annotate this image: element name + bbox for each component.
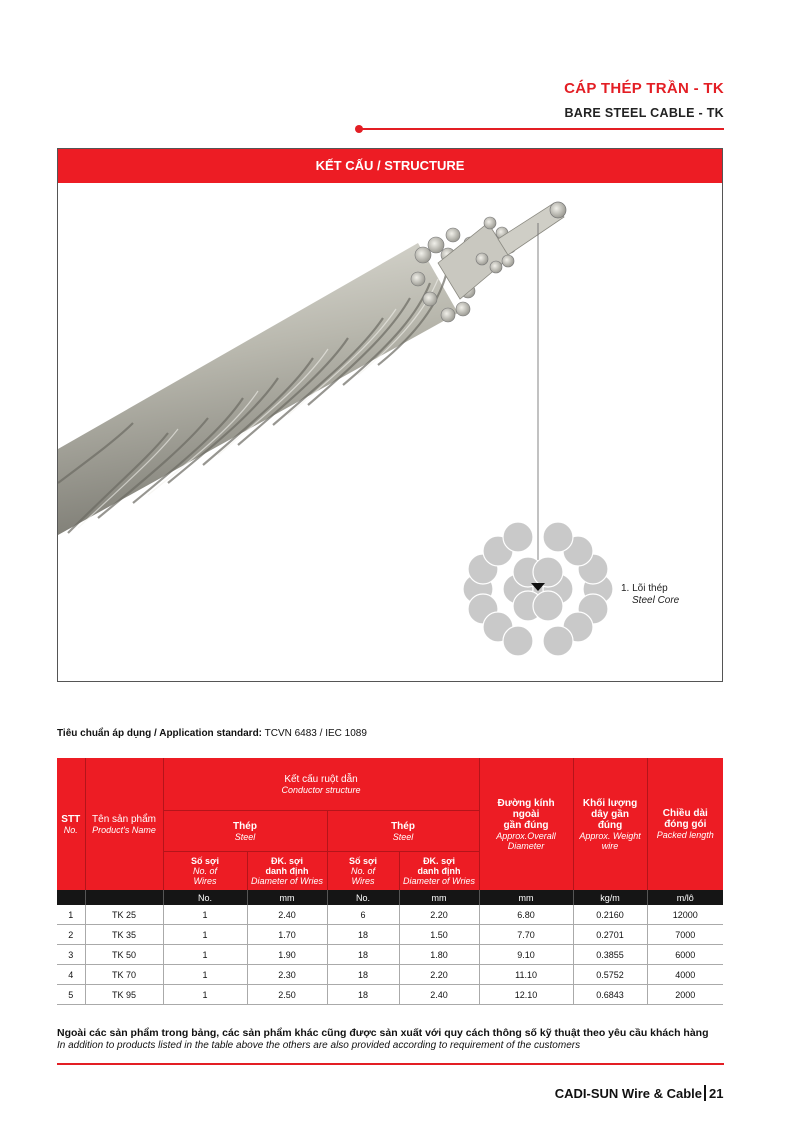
cell-product: TK 35 [85, 925, 163, 945]
cell-weight: 0.3855 [573, 945, 647, 965]
cell-diameter-2: 1.80 [399, 945, 479, 965]
note-vn: Ngoài các sản phẩm trong bảng, các sản phẩm khác cũng được sản xuất với quy cách thông số kỹ thuật theo yêu cầu khách hàng [57, 1027, 709, 1039]
header-subtitle: BARE STEEL CABLE - TK [564, 106, 724, 120]
unit-cell: No. [163, 890, 247, 905]
cell-product: TK 25 [85, 905, 163, 925]
cell-diameter-2: 2.20 [399, 965, 479, 985]
cell-overall-diameter: 7.70 [479, 925, 573, 945]
header-product-name: Tên sản phẩm Product's Name [85, 758, 163, 890]
header-diameter-1: ĐK. sợi danh định Diameter of Wries [247, 852, 327, 891]
unit-cell: No. [327, 890, 399, 905]
header-steel-2: Thép Steel [327, 811, 479, 852]
cell-overall-diameter: 11.10 [479, 965, 573, 985]
table-row [57, 945, 723, 965]
cell-stt: 1 [57, 905, 85, 925]
cell-overall-diameter: 6.80 [479, 905, 573, 925]
cell-diameter-1: 1.70 [247, 925, 327, 945]
header-wires-2: Số sợi No. of Wires [327, 852, 399, 891]
table-row [57, 905, 723, 925]
cell-length: 12000 [647, 905, 723, 925]
header-title: CÁP THÉP TRẦN - TK [564, 80, 724, 97]
cell-weight: 0.6843 [573, 985, 647, 1005]
spec-table [57, 758, 723, 1005]
unit-cell [85, 890, 163, 905]
cell-length: 6000 [647, 945, 723, 965]
standard-label: Tiêu chuẩn áp dụng / Application standard: [57, 728, 263, 739]
cell-diameter-2: 2.40 [399, 985, 479, 1005]
standard-value: TCVN 6483 / IEC 1089 [264, 728, 367, 739]
core-label [621, 583, 679, 607]
unit-cell: mm [479, 890, 573, 905]
cell-overall-diameter: 9.10 [479, 945, 573, 965]
unit-cell: m/lô [647, 890, 723, 905]
cell-wires-1: 1 [163, 925, 247, 945]
header-packed-length: Chiều dài đóng gói Packed length [647, 758, 723, 890]
table-row [57, 925, 723, 945]
core-label-en: Steel Core [632, 595, 680, 606]
unit-cell: kg/m [573, 890, 647, 905]
footer-separator [704, 1085, 706, 1101]
application-standard [57, 728, 367, 739]
header-divider [362, 128, 724, 130]
cell-stt: 4 [57, 965, 85, 985]
footer-divider [57, 1063, 724, 1065]
header-wires-1: Số sợi No. of Wires [163, 852, 247, 891]
cell-weight: 0.2160 [573, 905, 647, 925]
unit-cell: mm [247, 890, 327, 905]
cell-wires-2: 18 [327, 965, 399, 985]
cell-product: TK 70 [85, 965, 163, 985]
cell-weight: 0.5752 [573, 965, 647, 985]
units-row [57, 890, 723, 905]
cell-diameter-2: 2.20 [399, 905, 479, 925]
cell-diameter-1: 2.50 [247, 985, 327, 1005]
cell-diameter-1: 2.30 [247, 965, 327, 985]
cell-wires-1: 1 [163, 945, 247, 965]
header-steel-1: Thép Steel [163, 811, 327, 852]
header-stt: STT No. [61, 813, 81, 835]
cell-wires-2: 18 [327, 945, 399, 965]
cell-product: TK 95 [85, 985, 163, 1005]
cell-product: TK 50 [85, 945, 163, 965]
note-en: In addition to products listed in the table above the others are also provided according to requirement of the customers [57, 1040, 581, 1051]
cell-wires-1: 1 [163, 985, 247, 1005]
structure-title-bar: KẾT CẤU / STRUCTURE [58, 149, 722, 183]
header-overall-diameter: Đường kính ngoài gần đúng Approx.Overall Diameter [479, 758, 573, 890]
cell-wires-1: 1 [163, 905, 247, 925]
cell-wires-2: 18 [327, 985, 399, 1005]
unit-cell: mm [399, 890, 479, 905]
header-diameter-2: ĐK. sợi danh định Diameter of Wries [399, 852, 479, 891]
cell-wires-2: 6 [327, 905, 399, 925]
core-label-vn: 1. Lõi thép [621, 583, 668, 594]
cell-length: 2000 [647, 985, 723, 1005]
table-row [57, 965, 723, 985]
page-number: 21 [709, 1086, 724, 1101]
cell-wires-2: 18 [327, 925, 399, 945]
cell-stt: 5 [57, 985, 85, 1005]
cell-weight: 0.2701 [573, 925, 647, 945]
cell-diameter-1: 2.40 [247, 905, 327, 925]
unit-cell [57, 890, 85, 905]
table-row [57, 985, 723, 1005]
structure-panel [57, 148, 723, 682]
header-conductor-structure: Kết cấu ruột dẫn Conductor structure [163, 758, 479, 811]
cell-stt: 3 [57, 945, 85, 965]
header-approx-weight: Khối lượng dây gần đúng Approx. Weight wire [573, 758, 647, 890]
cell-length: 4000 [647, 965, 723, 985]
cell-diameter-1: 1.90 [247, 945, 327, 965]
cell-wires-1: 1 [163, 965, 247, 985]
cell-overall-diameter: 12.10 [479, 985, 573, 1005]
footer-brand: CADI-SUN Wire & Cable [554, 1086, 702, 1101]
cell-stt: 2 [57, 925, 85, 945]
cell-diameter-2: 1.50 [399, 925, 479, 945]
cell-length: 7000 [647, 925, 723, 945]
